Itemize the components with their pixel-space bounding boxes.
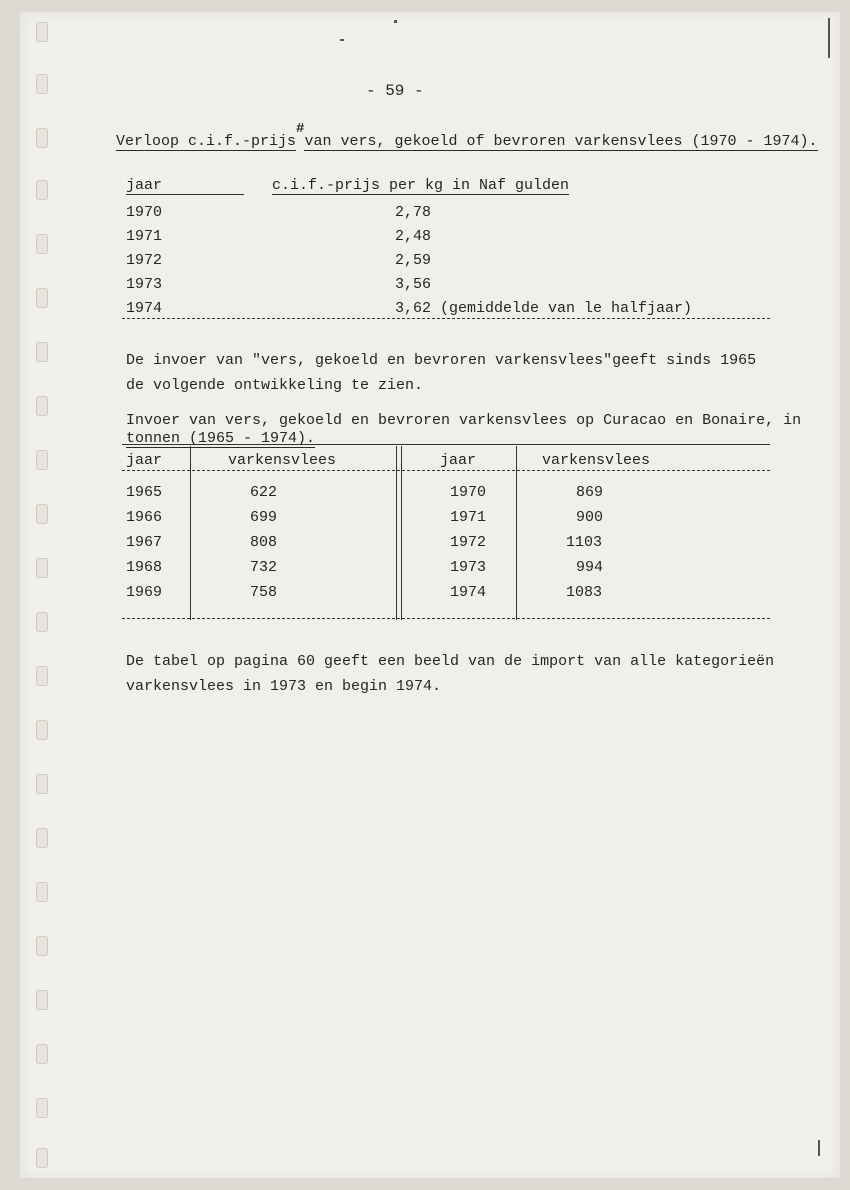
table2-right-value: 1083 <box>566 584 603 601</box>
table2-left-year: 1968 <box>126 559 163 576</box>
binding-hole <box>36 774 48 794</box>
table1-price: 3,62 (gemiddelde van le halfjaar) <box>395 300 693 317</box>
binding-hole <box>36 504 48 524</box>
paragraph1-line1: De invoer van "vers, gekoeld en bevroren varkensvlees"geeft sinds 1965 <box>126 352 757 369</box>
table2-right-value: 994 <box>576 559 604 576</box>
footnote-mark: # <box>296 121 305 137</box>
table2-column-divider <box>190 446 191 620</box>
table1-price: 3,56 <box>395 276 432 293</box>
table1-year: 1974 <box>126 300 163 317</box>
table2-right-year: 1971 <box>450 509 487 526</box>
table2-right-value: 869 <box>576 484 604 501</box>
table1-header-underline <box>126 194 244 195</box>
binding-hole <box>36 1044 48 1064</box>
table2-header-rule <box>122 470 770 471</box>
binding-hole <box>36 990 48 1010</box>
page-number: - 59 - <box>366 82 424 100</box>
binding-hole <box>36 558 48 578</box>
binding-hole <box>36 288 48 308</box>
table1-price: 2,59 <box>395 252 432 269</box>
table1-year: 1971 <box>126 228 163 245</box>
table1-year: 1973 <box>126 276 163 293</box>
table2-right-year: 1970 <box>450 484 487 501</box>
table2-right-year: 1973 <box>450 559 487 576</box>
table1-header-price: c.i.f.-prijs per kg in Naf gulden <box>272 177 570 194</box>
binding-hole <box>36 22 48 42</box>
table2-right-value: 1103 <box>566 534 603 551</box>
paragraph2-line2: varkensvlees in 1973 en begin 1974. <box>126 678 442 695</box>
binding-hole <box>36 882 48 902</box>
table1-title-part2: van vers, gekoeld of bevroren varkensvlees (1970 - 1974). <box>304 133 818 150</box>
table2-left-value: 758 <box>250 584 278 601</box>
table2-header-varkensvlees-right: varkensvlees <box>542 452 651 469</box>
table1-title-part1: Verloop c.i.f.-prijs <box>116 133 297 150</box>
margin-mark <box>818 1140 820 1156</box>
binding-hole <box>36 342 48 362</box>
binding-hole <box>36 612 48 632</box>
table1-year: 1970 <box>126 204 163 221</box>
table2-left-year: 1969 <box>126 584 163 601</box>
table2-header-varkensvlees-left: varkensvlees <box>228 452 337 469</box>
table2-header-jaar-left: jaar <box>126 452 163 469</box>
binding-hole <box>36 74 48 94</box>
table2-column-divider <box>396 446 397 620</box>
binding-hole <box>36 1148 48 1168</box>
table2-left-value: 808 <box>250 534 278 551</box>
table1-price: 2,78 <box>395 204 432 221</box>
binding-hole <box>36 234 48 254</box>
binding-hole <box>36 450 48 470</box>
margin-mark <box>828 18 830 58</box>
stray-mark <box>340 39 344 41</box>
table2-column-divider <box>516 446 517 620</box>
table2-left-value: 699 <box>250 509 278 526</box>
document-page <box>20 12 840 1178</box>
binding-hole <box>36 1098 48 1118</box>
table2-header-jaar-right: jaar <box>440 452 477 469</box>
binding-hole <box>36 720 48 740</box>
table2-title-line2: tonnen (1965 - 1974). <box>126 430 316 447</box>
table1-header-jaar-label: jaar <box>126 177 163 194</box>
table2-bottom-rule <box>122 618 770 619</box>
table2-left-year: 1965 <box>126 484 163 501</box>
binding-hole <box>36 128 48 148</box>
table2-title-line1: Invoer van vers, gekoeld en bevroren varkensvlees op Curacao en Bonaire, in <box>126 412 802 429</box>
binding-hole <box>36 936 48 956</box>
table1-bottom-rule <box>122 318 770 319</box>
table2-left-year: 1966 <box>126 509 163 526</box>
paragraph2-line1: De tabel op pagina 60 geeft een beeld van de import van alle kategorieën <box>126 653 775 670</box>
binding-hole <box>36 666 48 686</box>
table2-top-rule <box>122 444 770 445</box>
table1-header-jaar <box>126 177 162 194</box>
table1-price: 2,48 <box>395 228 432 245</box>
binding-hole <box>36 180 48 200</box>
paragraph1-line2: de volgende ontwikkeling te zien. <box>126 377 424 394</box>
table2-left-year: 1967 <box>126 534 163 551</box>
table2-column-divider <box>401 446 402 620</box>
binding-hole <box>36 828 48 848</box>
table2-right-value: 900 <box>576 509 604 526</box>
table2-left-value: 732 <box>250 559 278 576</box>
table2-left-value: 622 <box>250 484 278 501</box>
table1-title <box>116 121 818 150</box>
stray-mark <box>394 20 397 23</box>
binding-hole <box>36 396 48 416</box>
table2-right-year: 1974 <box>450 584 487 601</box>
table2-right-year: 1972 <box>450 534 487 551</box>
table1-year: 1972 <box>126 252 163 269</box>
